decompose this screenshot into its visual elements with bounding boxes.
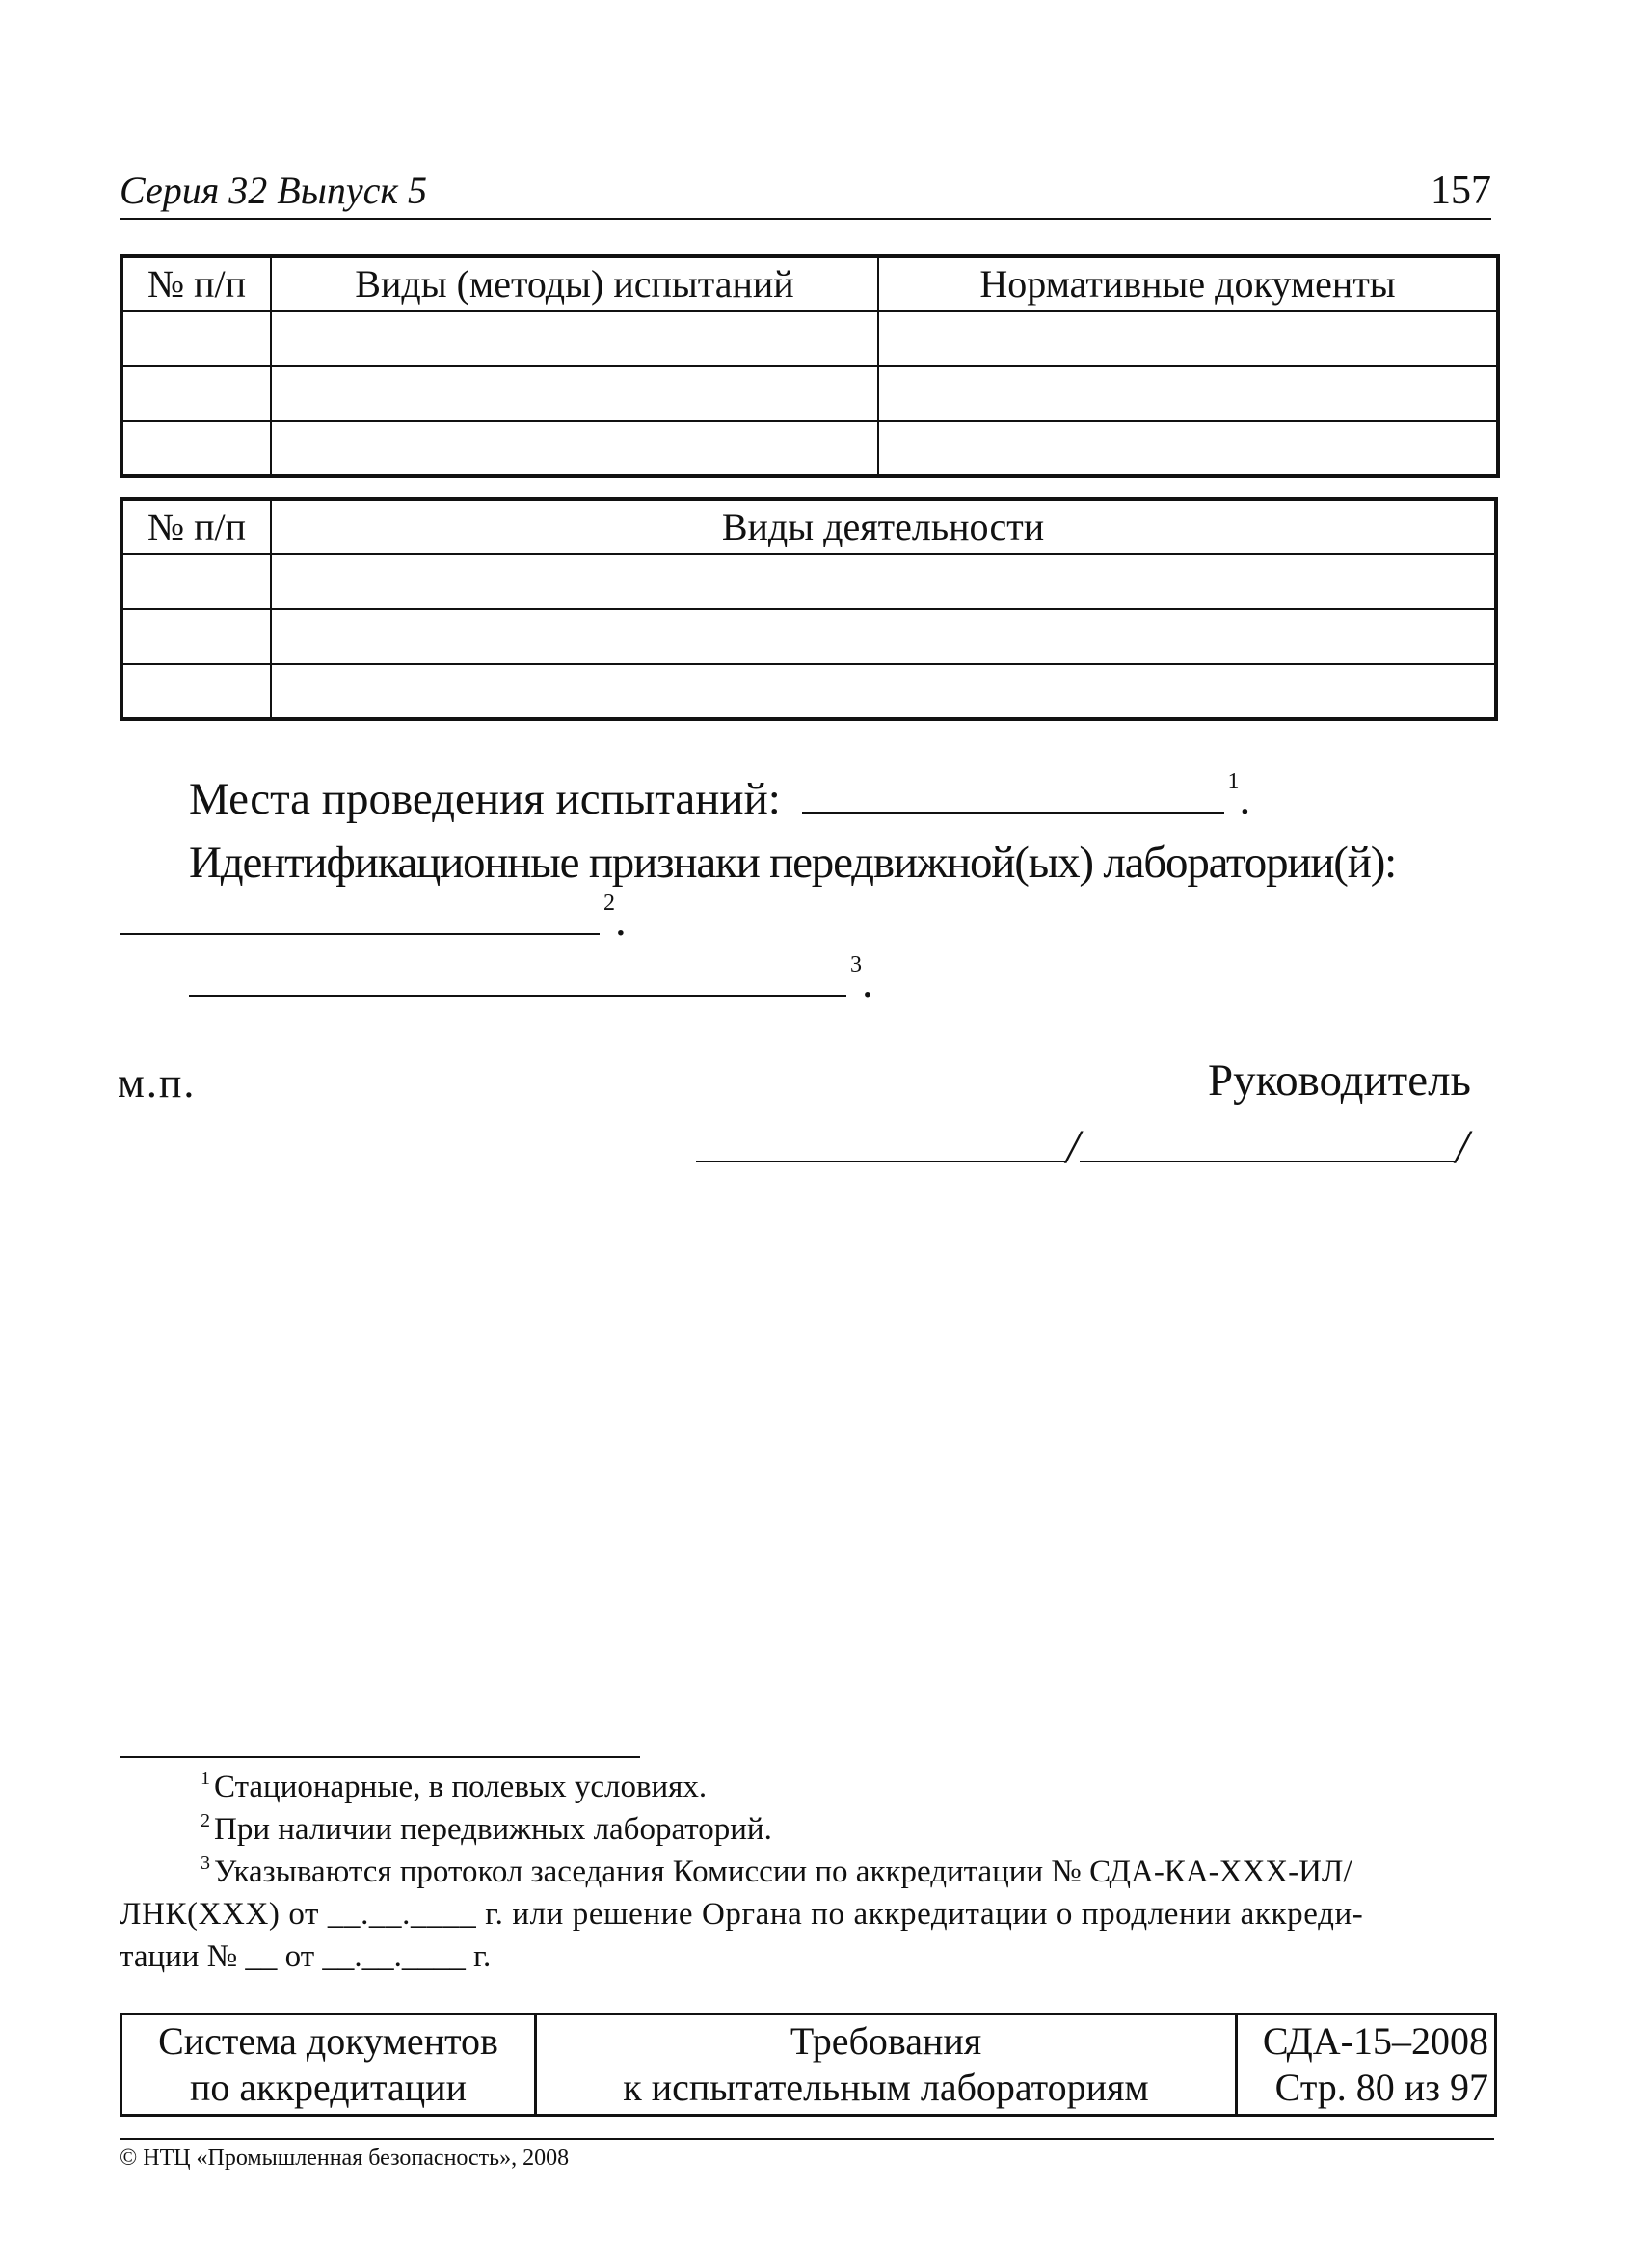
footnote-number: 2 xyxy=(201,1810,210,1831)
table-cell[interactable] xyxy=(121,609,271,664)
table-cell[interactable] xyxy=(271,664,1496,719)
footnote-ref-3: 3 xyxy=(850,952,862,977)
mobile-lab-label: Идентификационные признаки передвижной(ых) лаборатории(й): xyxy=(189,838,1396,888)
series-title: Серия 32 Выпуск 5 xyxy=(120,169,428,212)
director-label: Руководитель xyxy=(1208,1055,1471,1106)
footnote-ref-1: 1 xyxy=(1227,769,1240,794)
footnote-divider xyxy=(120,1756,640,1758)
table-cell[interactable] xyxy=(121,311,271,366)
document-title-line1: Требования xyxy=(790,2019,982,2063)
places-blank[interactable] xyxy=(802,811,1224,814)
separator-slash: / xyxy=(1455,1119,1469,1173)
table-row xyxy=(121,2015,1496,2116)
table-cell[interactable] xyxy=(121,366,271,421)
footnote-number: 1 xyxy=(201,1768,210,1789)
places-line: Места проведения испытаний: $^1$. xyxy=(189,769,1251,824)
table-row xyxy=(121,311,1498,366)
title-cell xyxy=(536,2015,1237,2116)
activities-table xyxy=(120,497,1498,721)
table-cell[interactable] xyxy=(271,421,878,476)
system-cell xyxy=(121,2015,536,2116)
code-cell xyxy=(1237,2015,1496,2116)
copyright-notice: © НТЦ «Промышленная безопасность», 2008 xyxy=(120,2146,570,2171)
column-header-documents: Нормативные документы xyxy=(878,256,1498,311)
footnote-text: При наличии передвижных лабораторий. xyxy=(214,1812,772,1847)
column-header-number: № п/п xyxy=(121,499,271,554)
table-header-row xyxy=(121,499,1496,554)
footnote-text: Указываются протокол заседания Комиссии по аккредитации № СДА-КА-XXX-ИЛ/ xyxy=(214,1854,1352,1889)
document-title-line2: к испытательным лабораториям xyxy=(623,2066,1149,2109)
system-name-line1: Система документов xyxy=(158,2019,498,2063)
table-cell[interactable] xyxy=(121,421,271,476)
table-cell[interactable] xyxy=(878,366,1498,421)
footnote-2 xyxy=(201,1812,772,1848)
table-cell[interactable] xyxy=(121,664,271,719)
separator-slash: / xyxy=(1066,1119,1080,1173)
column-header-methods: Виды (методы) испытаний xyxy=(271,256,878,311)
mobile-lab-blank[interactable] xyxy=(120,932,600,935)
footnote-number: 3 xyxy=(201,1853,210,1874)
places-label: Места проведения испытаний: xyxy=(189,774,781,824)
system-name-line2: по аккредитации xyxy=(190,2066,467,2109)
table-row xyxy=(121,554,1496,609)
table-row xyxy=(121,664,1496,719)
column-header-number: № п/п xyxy=(121,256,271,311)
signature-blank[interactable] xyxy=(696,1160,1066,1162)
name-blank[interactable] xyxy=(1080,1160,1456,1162)
mobile-lab-line: $^2$. xyxy=(120,894,627,947)
page-count: Стр. 80 из 97 xyxy=(1274,2066,1488,2109)
test-methods-table xyxy=(120,254,1500,478)
protocol-blank[interactable] xyxy=(189,994,846,997)
table-cell[interactable] xyxy=(121,554,271,609)
column-header-activities: Виды деятельности xyxy=(271,499,1496,554)
table-cell[interactable] xyxy=(271,554,1496,609)
document-code: СДА-15–2008 xyxy=(1262,2019,1488,2063)
footnote-1 xyxy=(201,1770,707,1805)
page-number: 157 xyxy=(1431,169,1491,213)
signature-line xyxy=(696,1118,1469,1174)
table-cell[interactable] xyxy=(271,311,878,366)
table-row xyxy=(121,366,1498,421)
document-stamp-table xyxy=(120,2013,1497,2117)
table-row xyxy=(121,421,1498,476)
footnote-ref-2: 2 xyxy=(603,891,615,916)
table-header-row xyxy=(121,256,1498,311)
footnote-3-continued: ЛНК(XXX) от __.__.____ г. или решение Органа по аккредитации о продлении аккреди- xyxy=(120,1897,1364,1932)
copyright-divider xyxy=(120,2138,1494,2140)
footnote-3-end: тации № __ от __.__.____ г. xyxy=(120,1939,492,1974)
footnote-text: Стационарные, в полевых условиях. xyxy=(214,1770,708,1804)
table-cell[interactable] xyxy=(878,311,1498,366)
protocol-line: $^3$. xyxy=(189,956,873,1008)
table-cell[interactable] xyxy=(271,366,878,421)
running-header xyxy=(120,164,1491,220)
table-row xyxy=(121,609,1496,664)
table-cell[interactable] xyxy=(271,609,1496,664)
stamp-place-label: м.п. xyxy=(118,1059,197,1107)
footnote-3 xyxy=(201,1854,1352,1890)
table-cell[interactable] xyxy=(878,421,1498,476)
